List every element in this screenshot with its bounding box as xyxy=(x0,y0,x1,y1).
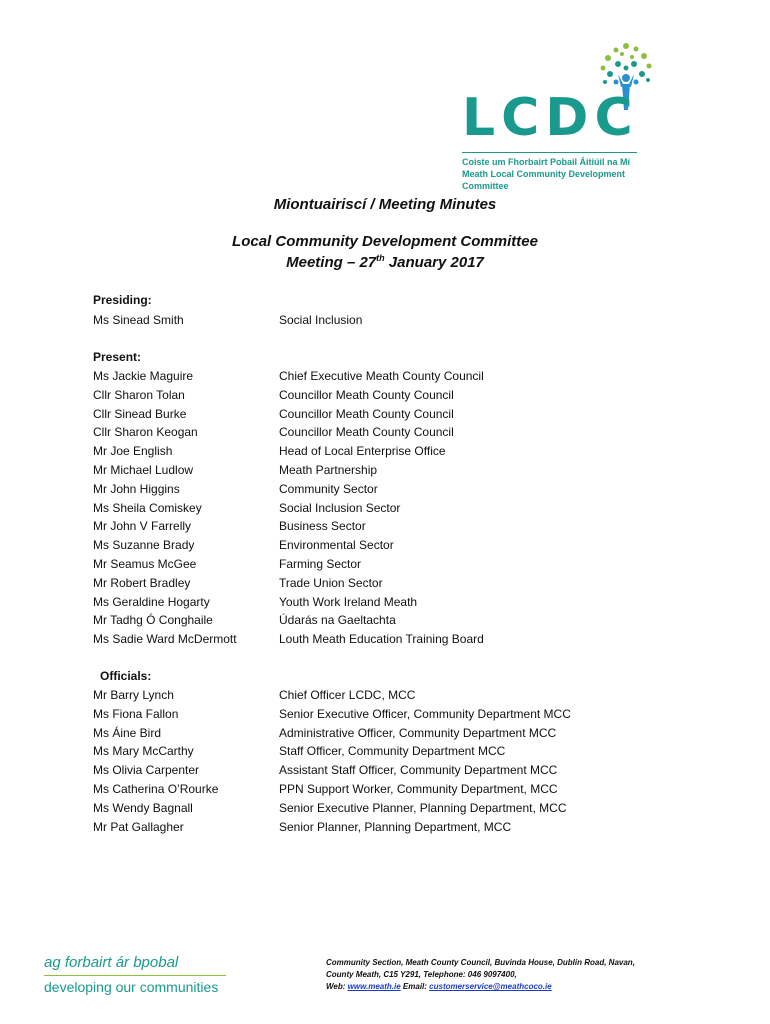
attendee-name: Mr Tadhg Ó Conghaile xyxy=(93,613,213,628)
attendee-name: Cllr Sharon Tolan xyxy=(93,387,185,402)
attendee-role: Chief Executive Meath County Council xyxy=(279,369,484,383)
attendee-role: Senior Executive Planner, Planning Department, MCC xyxy=(279,800,567,815)
web-link[interactable]: www.meath.ie xyxy=(347,982,401,991)
attendee-role: Meath Partnership xyxy=(279,463,378,477)
attendee-role: Councillor Meath County Council xyxy=(279,406,454,421)
attendee-row xyxy=(93,482,653,501)
attendee-role: Trade Union Sector xyxy=(279,575,383,590)
attendee-row xyxy=(93,744,653,763)
attendee-role: Chief Officer LCDC, MCC xyxy=(279,688,416,702)
logo-subtitle-line: Coiste um Fhorbairt Pobail Áitiúil na Mí xyxy=(462,157,631,167)
attendee-row xyxy=(93,501,653,520)
attendee-role: Councillor Meath County Council xyxy=(279,425,454,440)
attendee-row xyxy=(93,820,653,839)
attendee-role: Administrative Officer, Community Department MCC xyxy=(279,725,557,740)
tagline-english: developing our communities xyxy=(44,979,219,995)
attendee-row xyxy=(93,388,653,407)
meeting-date-title xyxy=(0,253,770,271)
attendee-role: Business Sector xyxy=(279,519,366,534)
web-label: Web: xyxy=(326,982,348,991)
attendee-name: Mr Barry Lynch xyxy=(93,688,174,702)
attendee-role: Senior Planner, Planning Department, MCC xyxy=(279,819,512,834)
attendee-name: Mr Robert Bradley xyxy=(93,575,191,590)
attendee-row xyxy=(93,313,653,332)
attendee-name: Ms Mary McCarthy xyxy=(93,744,194,759)
attendee-row xyxy=(93,613,653,632)
email-link[interactable]: customerservice@meathcoco.ie xyxy=(429,982,552,991)
attendee-row xyxy=(93,595,653,614)
attendee-name: Mr John V Farrelly xyxy=(93,519,192,534)
attendee-row xyxy=(93,632,653,651)
attendee-row xyxy=(93,782,653,801)
logo-wordmark: LCDC xyxy=(462,88,639,148)
tagline-irish: ag forbairt ár bpobal xyxy=(44,954,179,971)
attendee-role: Youth Work Ireland Meath xyxy=(279,594,418,609)
attendee-name: Ms Suzanne Brady xyxy=(93,538,195,553)
attendee-role: Social Inclusion Sector xyxy=(279,500,401,515)
officials-label: Officials: xyxy=(100,669,152,683)
attendee-name: Cllr Sinead Burke xyxy=(93,406,187,421)
committee-title: Local Community Development Committee xyxy=(232,233,538,250)
attendee-row xyxy=(93,801,653,820)
meeting-date-suffix: January 2017 xyxy=(384,254,484,271)
attendee-name: Ms Olivia Carpenter xyxy=(93,763,200,778)
attendee-row xyxy=(93,444,653,463)
attendee-role: PPN Support Worker, Community Department, MCC xyxy=(279,782,558,796)
attendee-name: Mr John Higgins xyxy=(93,481,180,496)
attendee-row xyxy=(93,576,653,595)
attendee-name: Mr Pat Gallagher xyxy=(93,819,184,834)
logo-subtitle xyxy=(462,156,662,192)
attendee-name: Ms Catherina O’Rourke xyxy=(93,782,219,796)
attendee-name: Ms Sadie Ward McDermott xyxy=(93,632,237,647)
attendee-name: Mr Joe English xyxy=(93,444,173,459)
attendee-name: Ms Sinead Smith xyxy=(93,313,184,327)
attendee-name: Ms Sheila Comiskey xyxy=(93,500,202,515)
meeting-date-ordinal: th xyxy=(376,253,385,263)
attendee-role: Senior Executive Officer, Community Department MCC xyxy=(279,706,571,721)
attendee-name: Ms Fiona Fallon xyxy=(93,706,179,721)
attendee-row xyxy=(93,407,653,426)
logo-subtitle-line: Committee xyxy=(462,181,509,191)
attendee-row xyxy=(93,707,653,726)
attendee-row xyxy=(93,463,653,482)
attendee-row xyxy=(93,538,653,557)
attendee-name: Ms Wendy Bagnall xyxy=(93,800,193,815)
attendee-row xyxy=(93,369,653,388)
attendee-name: Ms Jackie Maguire xyxy=(93,369,194,383)
tagline-divider xyxy=(44,975,226,976)
attendee-name: Mr Seamus McGee xyxy=(93,557,197,571)
present-label: Present: xyxy=(93,350,142,364)
attendee-row xyxy=(93,726,653,745)
address-line: County Meath, C15 Y291, Telephone: 046 9097400, xyxy=(326,970,517,979)
attendee-role: Assistant Staff Officer, Community Department MCC xyxy=(279,763,558,778)
logo-subtitle-line: Meath Local Community Development xyxy=(462,169,626,179)
attendee-row xyxy=(93,557,653,576)
attendee-role: Environmental Sector xyxy=(279,538,394,553)
web-email-line xyxy=(326,981,686,993)
lcdc-logo xyxy=(458,40,658,200)
attendee-row xyxy=(93,688,653,707)
attendee-role: Louth Meath Education Training Board xyxy=(279,632,484,647)
attendee-row xyxy=(93,763,653,782)
attendee-name: Cllr Sharon Keogan xyxy=(93,425,198,440)
attendee-row xyxy=(93,519,653,538)
attendee-role: Head of Local Enterprise Office xyxy=(279,444,446,459)
address-line: Community Section, Meath County Council, Buvinda House, Dublin Road, Navan, xyxy=(326,958,635,967)
attendee-role: Údarás na Gaeltachta xyxy=(279,613,396,628)
logo-divider xyxy=(462,152,637,153)
footer-tagline xyxy=(44,954,226,995)
attendee-role: Councillor Meath County Council xyxy=(279,387,454,402)
document-title: Miontuairiscí / Meeting Minutes xyxy=(273,196,497,213)
footer-contact xyxy=(326,957,686,993)
attendee-role: Farming Sector xyxy=(279,557,362,571)
meeting-date-prefix: Meeting – 27 xyxy=(286,254,377,271)
email-label: Email: xyxy=(400,982,430,991)
attendee-name: Ms Áine Bird xyxy=(93,725,162,740)
attendee-name: Ms Geraldine Hogarty xyxy=(93,594,210,609)
attendee-role: Staff Officer, Community Department MCC xyxy=(279,744,506,759)
attendee-row xyxy=(93,425,653,444)
attendee-role: Social Inclusion xyxy=(279,313,363,327)
presiding-label: Presiding: xyxy=(93,293,152,307)
attendee-name: Mr Michael Ludlow xyxy=(93,463,194,477)
attendee-role: Community Sector xyxy=(279,481,378,496)
